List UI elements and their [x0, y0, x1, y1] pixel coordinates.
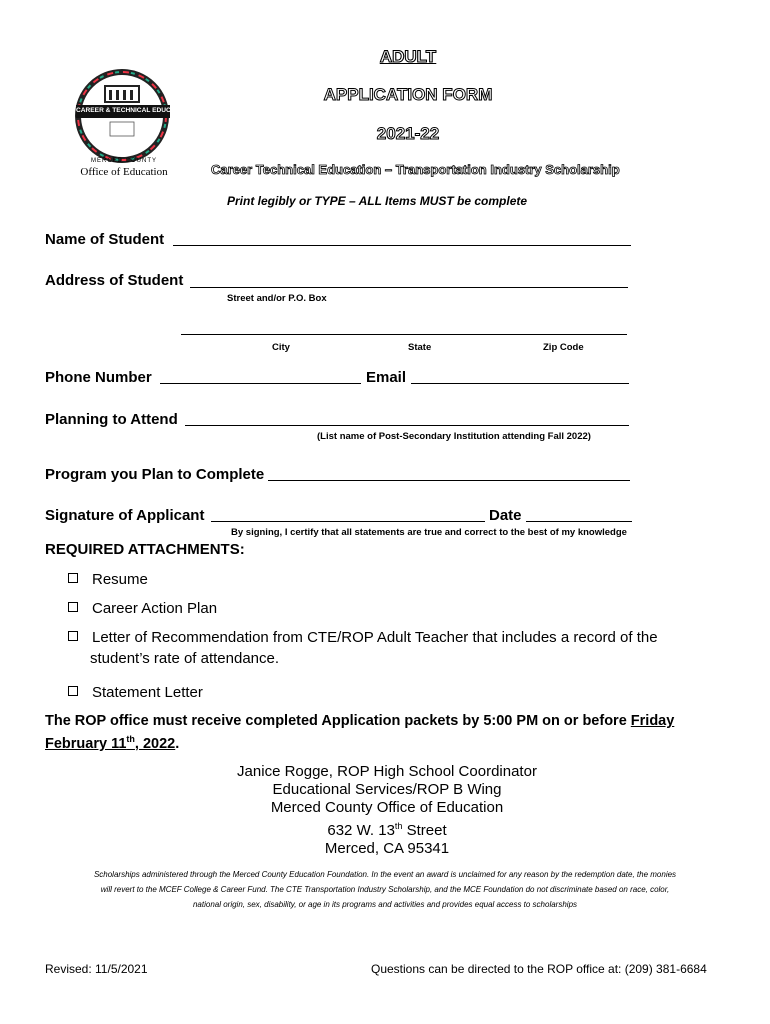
- signature-label: Signature of Applicant: [45, 507, 205, 524]
- attachment-recommendation-cont: student’s rate of attendance.: [90, 650, 280, 667]
- attachment-recommendation[interactable]: [68, 629, 658, 646]
- attachments-heading: REQUIRED ATTACHMENTS:: [45, 541, 245, 558]
- contact-office: Merced County Office of Education: [270, 799, 504, 816]
- program-field[interactable]: [268, 480, 630, 481]
- email-label: Email: [366, 369, 407, 386]
- date-label: Date: [489, 507, 522, 524]
- attachment-statement[interactable]: [68, 684, 203, 701]
- attachment-label: Letter of Recommendation from CTE/ROP Adult Teacher that includes a record of the: [92, 629, 658, 646]
- contact-name: Janice Rogge, ROP High School Coordinator: [237, 763, 537, 780]
- signature-field[interactable]: [211, 521, 485, 522]
- phone-label: Phone Number: [45, 369, 152, 386]
- deadline-text: The ROP office must receive completed Application packets by 5:00 PM on or before: [45, 713, 631, 729]
- checkbox[interactable]: [68, 631, 78, 641]
- street-hint: Street and/or P.O. Box: [227, 293, 327, 304]
- date-field[interactable]: [526, 521, 632, 522]
- logo-county: MERCED COUNTY: [90, 158, 157, 164]
- address-label: Address of Student: [45, 272, 184, 289]
- program-label: Program you Plan to Complete: [45, 466, 265, 483]
- contact-block: [150, 763, 624, 858]
- contact-dept: Educational Services/ROP B Wing: [272, 781, 502, 798]
- deadline-date-sup: th: [126, 734, 135, 744]
- attachment-career-plan[interactable]: [68, 600, 217, 617]
- title-adult: ADULT: [379, 47, 437, 66]
- form-subtitle: Career Technical Education – Transportation Industry Scholarship: [211, 162, 620, 177]
- city-state-zip-field[interactable]: [181, 334, 627, 335]
- attachment-label: Resume: [92, 571, 148, 588]
- deadline-date: February 11: [45, 735, 127, 752]
- title-year: 2021-22: [376, 124, 440, 143]
- checkbox[interactable]: [68, 573, 78, 583]
- revised-date: Revised: 11/5/2021: [45, 962, 148, 976]
- state-hint: State: [408, 342, 432, 353]
- deadline-period: .: [175, 735, 180, 752]
- zip-hint: Zip Code: [543, 342, 584, 353]
- title-application-form: APPLICATION FORM: [323, 85, 493, 104]
- contact-city: Merced, CA 95341: [324, 840, 450, 857]
- attachment-label: Career Action Plan: [92, 600, 218, 617]
- form-instruction: Print legibly or TYPE – ALL Items MUST be complete: [227, 194, 528, 208]
- checkbox[interactable]: [68, 602, 78, 612]
- deadline-line1: [45, 713, 674, 729]
- deadline-friday: Friday: [630, 713, 675, 729]
- attachment-label: Statement Letter: [92, 684, 203, 701]
- certify-note: By signing, I certify that all statements are true and correct to the best of my knowledge: [231, 527, 627, 538]
- disclaimer-line1: Scholarships administered through the Merced County Education Foundation. In the event an award is unclaimed for any reason by the redemption date, the monies: [93, 870, 677, 879]
- logo-banner: CAREER & TECHNICAL EDUCATION: [76, 107, 191, 114]
- email-field[interactable]: [411, 383, 629, 384]
- name-label: Name of Student: [45, 231, 165, 248]
- disclaimer-line2: will revert to the MCEF College & Career Fund. The CTE Transportation Industry Scholarship, and the MCE Foundation do not discriminate based on race, color,: [100, 885, 670, 894]
- name-field[interactable]: [173, 245, 631, 246]
- planning-hint: (List name of Post-Secondary Institution attending Fall 2022): [317, 431, 591, 442]
- attachment-resume[interactable]: [68, 571, 148, 588]
- contact-street: 632 W. 13th Street: [327, 821, 447, 839]
- questions-contact: Questions can be directed to the ROP office at: (209) 381-6684: [371, 962, 707, 976]
- deadline-line2: [45, 734, 179, 752]
- street-field[interactable]: [190, 287, 628, 288]
- logo-office: Office of Education: [80, 166, 168, 178]
- disclaimer: [30, 867, 740, 912]
- planning-field[interactable]: [185, 425, 629, 426]
- deadline-year: , 2022: [134, 735, 176, 752]
- planning-label: Planning to Attend: [45, 411, 178, 428]
- city-hint: City: [272, 342, 290, 353]
- phone-field[interactable]: [160, 383, 361, 384]
- disclaimer-line3: national origin, sex, disability, or age in its programs and activities and provides equal access to scholarships: [192, 900, 578, 909]
- checkbox[interactable]: [68, 686, 78, 696]
